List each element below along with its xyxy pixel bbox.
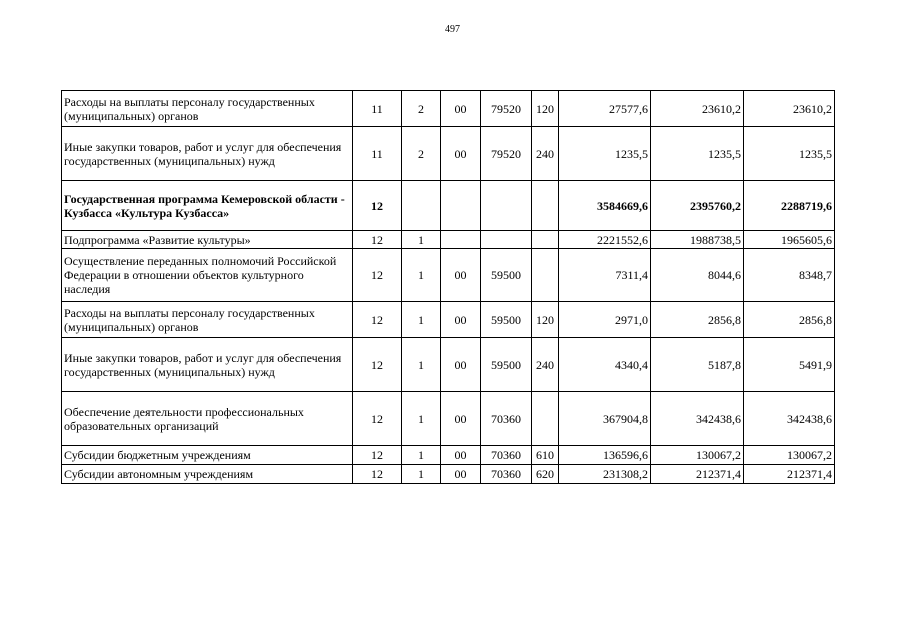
table-row <box>62 231 835 249</box>
row-value-year2-cell: 342438,6 <box>651 392 744 446</box>
row-value-year1-cell: 231308,2 <box>559 465 651 484</box>
row-value-year1-cell: 4340,4 <box>559 338 651 392</box>
table-row <box>62 338 835 392</box>
row-subsection-cell: 2 <box>402 91 441 127</box>
row-name-cell: Подпрограмма «Развитие культуры» <box>62 231 353 249</box>
row-subsection-cell: 1 <box>402 249 441 302</box>
row-value-year3-cell: 2288719,6 <box>744 181 835 231</box>
row-target-code-cell: 70360 <box>481 446 532 465</box>
row-target-code-cell: 70360 <box>481 392 532 446</box>
row-value-year1-cell: 136596,6 <box>559 446 651 465</box>
row-value-year3-cell: 8348,7 <box>744 249 835 302</box>
row-subsection-cell: 1 <box>402 231 441 249</box>
row-target-code-cell: 70360 <box>481 465 532 484</box>
row-value-year3-cell: 342438,6 <box>744 392 835 446</box>
row-name-cell: Государственная программа Кемеровской области - Кузбасса «Культура Кузбасса» <box>62 181 353 231</box>
row-expense-type-cell: 120 <box>532 302 559 338</box>
page-number: 497 <box>445 24 460 35</box>
row-value-year2-cell: 2395760,2 <box>651 181 744 231</box>
table-row <box>62 91 835 127</box>
row-subsection-cell: 2 <box>402 127 441 181</box>
row-name-cell: Субсидии бюджетным учреждениям <box>62 446 353 465</box>
row-section-cell: 12 <box>353 181 402 231</box>
table-row <box>62 181 835 231</box>
row-expense-type-cell: 240 <box>532 338 559 392</box>
table-row <box>62 392 835 446</box>
row-target-code-cell: 59500 <box>481 249 532 302</box>
row-value-year1-cell: 367904,8 <box>559 392 651 446</box>
row-section-cell: 12 <box>353 338 402 392</box>
row-program-code-cell <box>441 181 481 231</box>
table-row <box>62 302 835 338</box>
row-program-code-cell: 00 <box>441 338 481 392</box>
table-row <box>62 127 835 181</box>
row-subsection-cell: 1 <box>402 302 441 338</box>
row-value-year2-cell: 5187,8 <box>651 338 744 392</box>
row-program-code-cell: 00 <box>441 127 481 181</box>
row-section-cell: 11 <box>353 91 402 127</box>
row-value-year3-cell: 212371,4 <box>744 465 835 484</box>
table-row <box>62 249 835 302</box>
row-value-year3-cell: 23610,2 <box>744 91 835 127</box>
row-value-year2-cell: 130067,2 <box>651 446 744 465</box>
row-value-year3-cell: 1965605,6 <box>744 231 835 249</box>
row-value-year1-cell: 2971,0 <box>559 302 651 338</box>
row-target-code-cell: 59500 <box>481 338 532 392</box>
row-program-code-cell: 00 <box>441 446 481 465</box>
row-subsection-cell: 1 <box>402 392 441 446</box>
row-value-year3-cell: 5491,9 <box>744 338 835 392</box>
row-expense-type-cell: 240 <box>532 127 559 181</box>
row-subsection-cell: 1 <box>402 465 441 484</box>
budget-table <box>61 90 835 484</box>
row-expense-type-cell: 610 <box>532 446 559 465</box>
row-program-code-cell: 00 <box>441 91 481 127</box>
row-target-code-cell: 79520 <box>481 91 532 127</box>
row-value-year2-cell: 23610,2 <box>651 91 744 127</box>
row-target-code-cell: 59500 <box>481 302 532 338</box>
row-program-code-cell: 00 <box>441 302 481 338</box>
row-expense-type-cell <box>532 392 559 446</box>
row-name-cell: Субсидии автономным учреждениям <box>62 465 353 484</box>
row-section-cell: 12 <box>353 392 402 446</box>
row-name-cell: Иные закупки товаров, работ и услуг для обеспечения государственных (муниципальных) нужд <box>62 127 353 181</box>
row-name-cell: Расходы на выплаты персоналу государственных (муниципальных) органов <box>62 91 353 127</box>
row-expense-type-cell <box>532 231 559 249</box>
row-target-code-cell <box>481 181 532 231</box>
row-name-cell: Осуществление переданных полномочий Российской Федерации в отношении объектов культурного наследия <box>62 249 353 302</box>
row-value-year1-cell: 7311,4 <box>559 249 651 302</box>
row-value-year2-cell: 2856,8 <box>651 302 744 338</box>
row-value-year2-cell: 212371,4 <box>651 465 744 484</box>
row-name-cell: Иные закупки товаров, работ и услуг для обеспечения государственных (муниципальных) нужд <box>62 338 353 392</box>
row-target-code-cell: 79520 <box>481 127 532 181</box>
row-value-year1-cell: 1235,5 <box>559 127 651 181</box>
row-value-year3-cell: 2856,8 <box>744 302 835 338</box>
row-expense-type-cell <box>532 181 559 231</box>
row-section-cell: 12 <box>353 446 402 465</box>
row-section-cell: 12 <box>353 465 402 484</box>
row-subsection-cell: 1 <box>402 338 441 392</box>
row-value-year1-cell: 3584669,6 <box>559 181 651 231</box>
table-row <box>62 465 835 484</box>
row-program-code-cell <box>441 231 481 249</box>
row-name-cell: Расходы на выплаты персоналу государственных (муниципальных) органов <box>62 302 353 338</box>
row-value-year2-cell: 8044,6 <box>651 249 744 302</box>
row-value-year3-cell: 1235,5 <box>744 127 835 181</box>
row-value-year2-cell: 1988738,5 <box>651 231 744 249</box>
row-expense-type-cell: 120 <box>532 91 559 127</box>
row-name-cell: Обеспечение деятельности профессиональных образовательных организаций <box>62 392 353 446</box>
row-program-code-cell: 00 <box>441 249 481 302</box>
row-program-code-cell: 00 <box>441 392 481 446</box>
row-subsection-cell: 1 <box>402 446 441 465</box>
row-value-year2-cell: 1235,5 <box>651 127 744 181</box>
row-expense-type-cell <box>532 249 559 302</box>
row-program-code-cell: 00 <box>441 465 481 484</box>
row-section-cell: 11 <box>353 127 402 181</box>
row-section-cell: 12 <box>353 302 402 338</box>
table-row <box>62 446 835 465</box>
row-section-cell: 12 <box>353 231 402 249</box>
row-value-year3-cell: 130067,2 <box>744 446 835 465</box>
row-value-year1-cell: 2221552,6 <box>559 231 651 249</box>
row-expense-type-cell: 620 <box>532 465 559 484</box>
row-section-cell: 12 <box>353 249 402 302</box>
table-body <box>62 91 835 484</box>
row-value-year1-cell: 27577,6 <box>559 91 651 127</box>
row-subsection-cell <box>402 181 441 231</box>
row-target-code-cell <box>481 231 532 249</box>
